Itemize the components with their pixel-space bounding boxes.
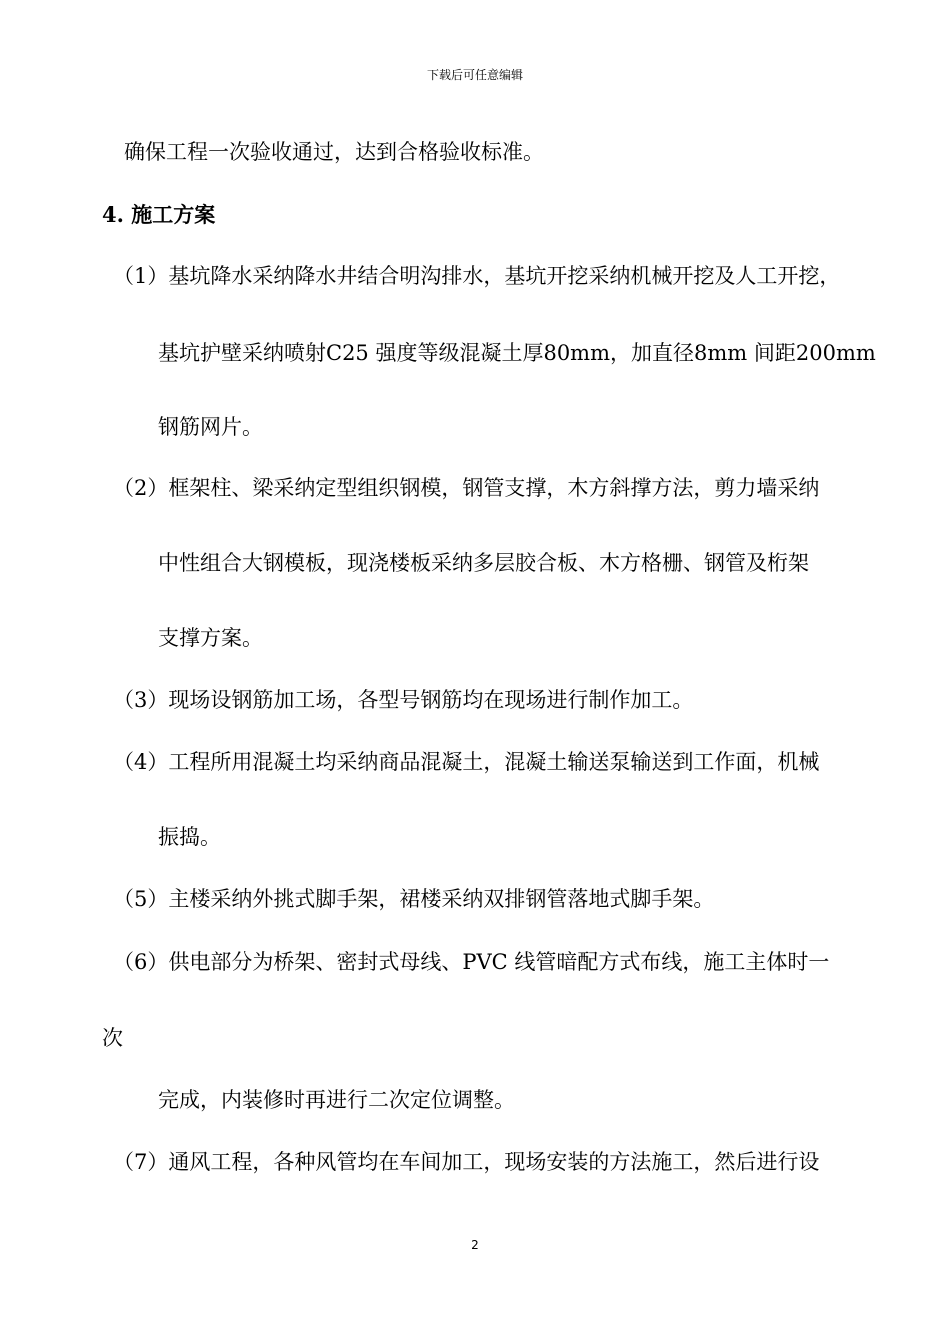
list-item-3-line-1: （3）现场设钢筋加工场，各型号钢筋均在现场进行制作加工。 bbox=[113, 688, 694, 712]
list-item-1-line-2: 基坑护壁采纳喷射C25 强度等级混凝土厚80mm，加直径8mm 间距200mm bbox=[158, 341, 876, 365]
paragraph-line: 确保工程一次验收通过，达到合格验收标准。 bbox=[124, 140, 544, 164]
list-item-5-line-1: （5）主楼采纳外挑式脚手架，裙楼采纳双排钢管落地式脚手架。 bbox=[113, 887, 715, 911]
list-item-2-line-2: 中性组合大钢模板，现浇楼板采纳多层胶合板、木方格栅、钢管及桁架 bbox=[158, 551, 809, 575]
list-item-4-line-2: 振捣。 bbox=[158, 825, 221, 849]
list-item-2-line-1: （2）框架柱、梁采纳定型组织钢模，钢管支撑，木方斜撑方法，剪力墙采纳 bbox=[113, 476, 820, 500]
section-heading: 4. 施工方案 bbox=[102, 202, 216, 227]
list-item-4-line-1: （4）工程所用混凝土均采纳商品混凝土，混凝土输送泵输送到工作面，机械 bbox=[113, 750, 820, 774]
list-item-6-line-2: 次 bbox=[102, 1026, 123, 1050]
list-item-1-line-3: 钢筋网片。 bbox=[158, 415, 263, 439]
page-header: 下载后可任意编辑 bbox=[426, 68, 523, 82]
list-item-6-line-1: （6）供电部分为桥架、密封式母线、PVC 线管暗配方式布线，施工主体时一 bbox=[113, 950, 830, 974]
list-item-2-line-3: 支撑方案。 bbox=[158, 626, 263, 650]
list-item-1-line-1: （1）基坑降水采纳降水井结合明沟排水，基坑开挖采纳机械开挖及人工开挖， bbox=[113, 264, 841, 288]
list-item-7-line-1: （7）通风工程，各种风管均在车间加工，现场安装的方法施工，然后进行设 bbox=[113, 1150, 820, 1174]
list-item-6-line-3: 完成，内装修时再进行二次定位调整。 bbox=[158, 1088, 515, 1112]
page-number: 2 bbox=[471, 1238, 479, 1252]
